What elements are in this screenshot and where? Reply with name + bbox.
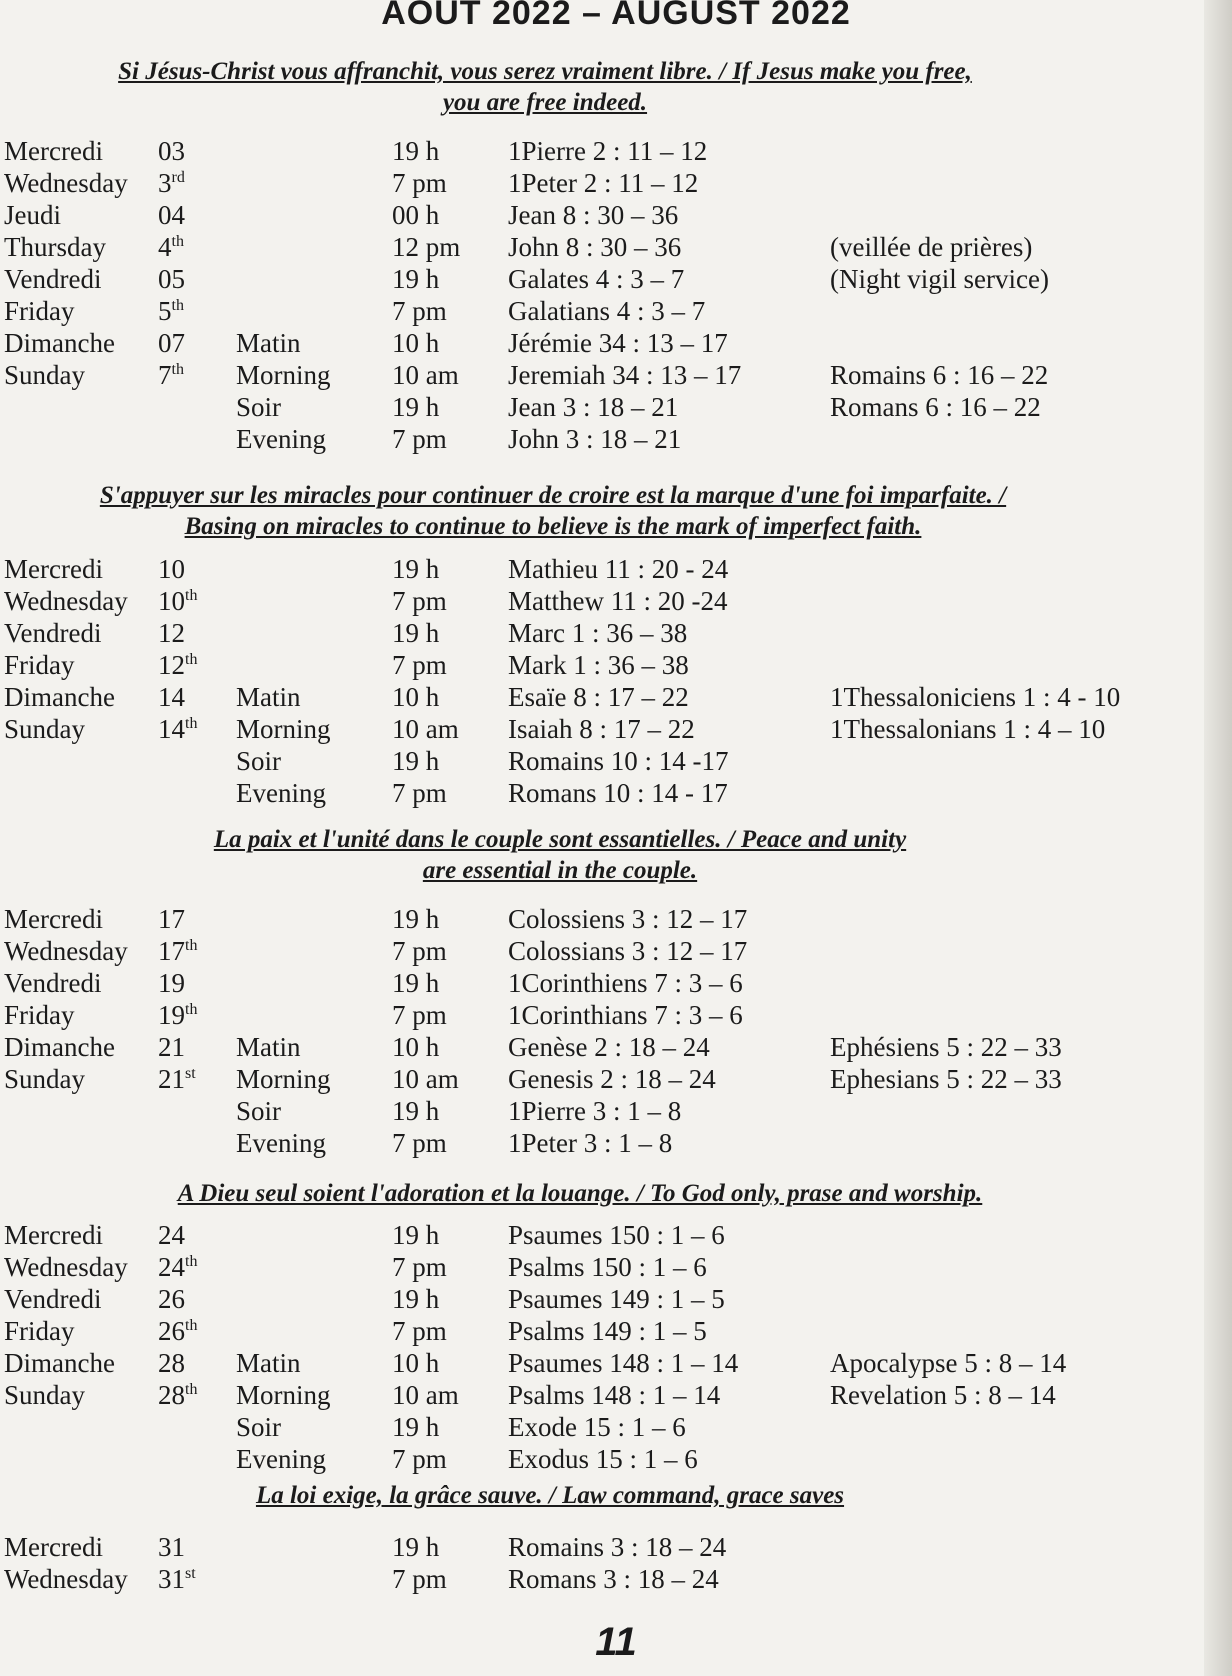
date-cell: 24th — [158, 1252, 198, 1282]
time-cell: 19 h — [392, 1284, 440, 1314]
schedule-row — [0, 1532, 1232, 1564]
date-cell: 10 — [158, 554, 185, 584]
scripture-cell: 1Peter 2 : 11 – 12 — [508, 168, 699, 198]
day-cell: Friday — [4, 296, 75, 326]
time-cell: 10 am — [392, 1380, 459, 1410]
extra-scripture-cell: (Night vigil service) — [830, 264, 1049, 294]
scripture-cell: 1Pierre 3 : 1 – 8 — [508, 1096, 682, 1126]
schedule-row — [0, 136, 1232, 168]
extra-scripture-cell: Revelation 5 : 8 – 14 — [830, 1380, 1056, 1410]
time-cell: 7 pm — [392, 1000, 447, 1030]
scripture-cell: Psalms 149 : 1 – 5 — [508, 1316, 707, 1346]
date-cell: 12th — [158, 650, 198, 680]
ordinal-suffix: rd — [171, 169, 185, 186]
date-cell: 28th — [158, 1380, 198, 1410]
time-cell: 10 h — [392, 682, 440, 712]
scripture-cell: Psalms 150 : 1 – 6 — [508, 1252, 707, 1282]
scripture-cell: Isaiah 8 : 17 – 22 — [508, 714, 695, 744]
scripture-cell: 1Corinthians 7 : 3 – 6 — [508, 1000, 743, 1030]
schedule-row — [0, 1064, 1232, 1096]
day-cell: Wednesday — [4, 168, 128, 198]
week-theme — [80, 824, 1040, 886]
scripture-cell: Romans 10 : 14 - 17 — [508, 778, 728, 808]
scripture-cell: Genesis 2 : 18 – 24 — [508, 1064, 716, 1094]
date-cell: 03 — [158, 136, 185, 166]
schedule-row — [0, 1444, 1232, 1476]
date-cell: 10th — [158, 586, 198, 616]
time-cell: 7 pm — [392, 778, 447, 808]
page-number: 11 — [595, 1620, 637, 1664]
schedule-row — [0, 328, 1232, 360]
day-cell: Mercredi — [4, 554, 103, 584]
time-cell: 19 h — [392, 1412, 440, 1442]
schedule-row — [0, 714, 1232, 746]
time-cell: 19 h — [392, 392, 440, 422]
date-cell: 14th — [158, 714, 198, 744]
scripture-cell: 1Corinthiens 7 : 3 – 6 — [508, 968, 743, 998]
ordinal-suffix: st — [185, 1565, 196, 1582]
scripture-cell: John 3 : 18 – 21 — [508, 424, 682, 454]
scripture-cell: Jérémie 34 : 13 – 17 — [508, 328, 728, 358]
day-cell: Vendredi — [4, 1284, 102, 1314]
schedule-row — [0, 554, 1232, 586]
date-cell: 21st — [158, 1064, 196, 1094]
time-cell: 19 h — [392, 904, 440, 934]
time-cell: 7 pm — [392, 1316, 447, 1346]
day-cell: Mercredi — [4, 904, 103, 934]
date-cell: 19th — [158, 1000, 198, 1030]
date-cell: 7th — [158, 360, 184, 390]
ordinal-suffix: th — [185, 1317, 198, 1334]
time-cell: 10 h — [392, 1032, 440, 1062]
schedule-row — [0, 1348, 1232, 1380]
ordinal-suffix: th — [171, 361, 184, 378]
date-cell: 21 — [158, 1032, 185, 1062]
date-cell: 28 — [158, 1348, 185, 1378]
schedule-row — [0, 200, 1232, 232]
day-cell: Friday — [4, 650, 75, 680]
scripture-cell: Psaumes 150 : 1 – 6 — [508, 1220, 725, 1250]
period-cell: Morning — [236, 1380, 331, 1410]
time-cell: 10 h — [392, 328, 440, 358]
schedule-row — [0, 968, 1232, 1000]
week-theme — [8, 480, 1098, 542]
schedule-row — [0, 296, 1232, 328]
schedule-row — [0, 1220, 1232, 1252]
scripture-cell: Jean 8 : 30 – 36 — [508, 200, 679, 230]
ordinal-suffix: th — [185, 715, 198, 732]
day-cell: Wednesday — [4, 936, 128, 966]
period-cell: Matin — [236, 1348, 301, 1378]
day-cell: Dimanche — [4, 682, 115, 712]
scripture-cell: Mark 1 : 36 – 38 — [508, 650, 689, 680]
day-cell: Wednesday — [4, 586, 128, 616]
time-cell: 7 pm — [392, 936, 447, 966]
schedule-row — [0, 1252, 1232, 1284]
schedule-row — [0, 1380, 1232, 1412]
schedule-row — [0, 1096, 1232, 1128]
day-cell: Dimanche — [4, 1348, 115, 1378]
time-cell: 7 pm — [392, 1444, 447, 1474]
schedule-row — [0, 936, 1232, 968]
period-cell: Evening — [236, 1128, 326, 1158]
schedule-row — [0, 392, 1232, 424]
time-cell: 12 pm — [392, 232, 461, 262]
period-cell: Soir — [236, 1096, 282, 1126]
extra-scripture-cell: (veillée de prières) — [830, 232, 1033, 262]
period-cell: Morning — [236, 714, 331, 744]
schedule-row — [0, 1316, 1232, 1348]
extra-scripture-cell: Ephesians 5 : 22 – 33 — [830, 1064, 1062, 1094]
date-cell: 26 — [158, 1284, 185, 1314]
schedule-row — [0, 1128, 1232, 1160]
time-cell: 7 pm — [392, 650, 447, 680]
theme-line: S'appuyer sur les miracles pour continuer de croire est la marque d'une foi imparfaite. / — [99, 482, 1007, 509]
time-cell: 7 pm — [392, 168, 447, 198]
scripture-cell: Exode 15 : 1 – 6 — [508, 1412, 686, 1442]
time-cell: 19 h — [392, 554, 440, 584]
scripture-cell: Colossiens 3 : 12 – 17 — [508, 904, 748, 934]
schedule-row — [0, 1032, 1232, 1064]
ordinal-suffix: th — [185, 1253, 198, 1270]
date-cell: 3rd — [158, 168, 185, 198]
date-cell: 31 — [158, 1532, 185, 1562]
date-cell: 19 — [158, 968, 185, 998]
week-theme — [40, 1178, 1120, 1209]
period-cell: Morning — [236, 1064, 331, 1094]
date-cell: 05 — [158, 264, 185, 294]
scripture-cell: Esaïe 8 : 17 – 22 — [508, 682, 689, 712]
scripture-cell: Jeremiah 34 : 13 – 17 — [508, 360, 742, 390]
scripture-cell: Jean 3 : 18 – 21 — [508, 392, 679, 422]
period-cell: Morning — [236, 360, 331, 390]
scripture-cell: Marc 1 : 36 – 38 — [508, 618, 688, 648]
day-cell: Wednesday — [4, 1564, 128, 1594]
time-cell: 19 h — [392, 136, 440, 166]
ordinal-suffix: th — [171, 297, 184, 314]
schedule-row — [0, 1412, 1232, 1444]
time-cell: 19 h — [392, 1532, 440, 1562]
schedule-row — [0, 264, 1232, 296]
ordinal-suffix: th — [185, 1381, 198, 1398]
period-cell: Evening — [236, 778, 326, 808]
period-cell: Matin — [236, 1032, 301, 1062]
day-cell: Mercredi — [4, 1532, 103, 1562]
theme-line: you are free indeed. — [442, 89, 648, 116]
extra-scripture-cell: Ephésiens 5 : 22 – 33 — [830, 1032, 1062, 1062]
schedule-row — [0, 682, 1232, 714]
theme-line: La loi exige, la grâce sauve. / Law command, grace saves — [255, 1482, 845, 1509]
ordinal-suffix: st — [185, 1065, 196, 1082]
scripture-cell: Galatians 4 : 3 – 7 — [508, 296, 706, 326]
scripture-cell: Psaumes 149 : 1 – 5 — [508, 1284, 725, 1314]
time-cell: 7 pm — [392, 586, 447, 616]
schedule-row — [0, 1000, 1232, 1032]
scripture-cell: 1Peter 3 : 1 – 8 — [508, 1128, 673, 1158]
time-cell: 19 h — [392, 746, 440, 776]
date-cell: 4th — [158, 232, 184, 262]
time-cell: 7 pm — [392, 296, 447, 326]
schedule-row — [0, 168, 1232, 200]
day-cell: Sunday — [4, 714, 85, 744]
schedule-row — [0, 1564, 1232, 1596]
day-cell: Sunday — [4, 360, 85, 390]
period-cell: Evening — [236, 1444, 326, 1474]
day-cell: Mercredi — [4, 1220, 103, 1250]
ordinal-suffix: th — [185, 1001, 198, 1018]
date-cell: 07 — [158, 328, 185, 358]
theme-line: Basing on miracles to continue to believe is the mark of imperfect faith. — [184, 513, 922, 540]
time-cell: 00 h — [392, 200, 440, 230]
scripture-cell: Colossians 3 : 12 – 17 — [508, 936, 748, 966]
scripture-cell: Romans 3 : 18 – 24 — [508, 1564, 719, 1594]
date-cell: 17 — [158, 904, 185, 934]
page-title: AOUT 2022 – AUGUST 2022 — [381, 0, 851, 32]
scripture-cell: 1Pierre 2 : 11 – 12 — [508, 136, 708, 166]
schedule-row — [0, 746, 1232, 778]
day-cell: Vendredi — [4, 264, 102, 294]
date-cell: 17th — [158, 936, 198, 966]
date-cell: 26th — [158, 1316, 198, 1346]
schedule-row — [0, 618, 1232, 650]
period-cell: Evening — [236, 424, 326, 454]
extra-scripture-cell: Romains 6 : 16 – 22 — [830, 360, 1049, 390]
ordinal-suffix: th — [185, 937, 198, 954]
schedule-row — [0, 1284, 1232, 1316]
period-cell: Soir — [236, 1412, 282, 1442]
scripture-cell: Matthew 11 : 20 -24 — [508, 586, 728, 616]
extra-scripture-cell: 1Thessaloniciens 1 : 4 - 10 — [830, 682, 1121, 712]
period-cell: Soir — [236, 392, 282, 422]
schedule-row — [0, 586, 1232, 618]
period-cell: Soir — [236, 746, 282, 776]
time-cell: 7 pm — [392, 1564, 447, 1594]
day-cell: Jeudi — [4, 200, 61, 230]
scripture-cell: Romains 10 : 14 -17 — [508, 746, 729, 776]
time-cell: 10 am — [392, 1064, 459, 1094]
time-cell: 19 h — [392, 968, 440, 998]
extra-scripture-cell: 1Thessalonians 1 : 4 – 10 — [830, 714, 1106, 744]
day-cell: Sunday — [4, 1064, 85, 1094]
scripture-cell: John 8 : 30 – 36 — [508, 232, 682, 262]
day-cell: Wednesday — [4, 1252, 128, 1282]
day-cell: Dimanche — [4, 1032, 115, 1062]
ordinal-suffix: th — [185, 587, 198, 604]
day-cell: Dimanche — [4, 328, 115, 358]
scripture-cell: Romains 3 : 18 – 24 — [508, 1532, 727, 1562]
time-cell: 7 pm — [392, 1128, 447, 1158]
scripture-cell: Psalms 148 : 1 – 14 — [508, 1380, 721, 1410]
day-cell: Mercredi — [4, 136, 103, 166]
period-cell: Matin — [236, 328, 301, 358]
period-cell: Matin — [236, 682, 301, 712]
date-cell: 14 — [158, 682, 185, 712]
theme-line: A Dieu seul soient l'adoration et la louange. / To God only, prase and worship. — [177, 1180, 983, 1207]
theme-line: are essential in the couple. — [422, 857, 698, 884]
time-cell: 19 h — [392, 1096, 440, 1126]
ordinal-suffix: th — [171, 233, 184, 250]
schedule-row — [0, 232, 1232, 264]
day-cell: Friday — [4, 1316, 75, 1346]
time-cell: 19 h — [392, 1220, 440, 1250]
week-theme — [30, 56, 1060, 118]
time-cell: 10 am — [392, 714, 459, 744]
day-cell: Thursday — [4, 232, 106, 262]
time-cell: 7 pm — [392, 1252, 447, 1282]
time-cell: 10 h — [392, 1348, 440, 1378]
scripture-cell: Exodus 15 : 1 – 6 — [508, 1444, 698, 1474]
schedule-row — [0, 650, 1232, 682]
schedule-row — [0, 778, 1232, 810]
schedule-row — [0, 904, 1232, 936]
time-cell: 19 h — [392, 618, 440, 648]
theme-line: Si Jésus-Christ vous affranchit, vous serez vraiment libre. / If Jesus make you free, — [118, 58, 972, 85]
scripture-cell: Genèse 2 : 18 – 24 — [508, 1032, 710, 1062]
date-cell: 5th — [158, 296, 184, 326]
day-cell: Vendredi — [4, 618, 102, 648]
week-theme — [150, 1480, 950, 1511]
date-cell: 31st — [158, 1564, 196, 1594]
schedule-row — [0, 360, 1232, 392]
time-cell: 7 pm — [392, 424, 447, 454]
day-cell: Vendredi — [4, 968, 102, 998]
scripture-cell: Mathieu 11 : 20 - 24 — [508, 554, 729, 584]
scripture-cell: Psaumes 148 : 1 – 14 — [508, 1348, 739, 1378]
ordinal-suffix: th — [185, 651, 198, 668]
extra-scripture-cell: Apocalypse 5 : 8 – 14 — [830, 1348, 1067, 1378]
time-cell: 10 am — [392, 360, 459, 390]
schedule-row — [0, 424, 1232, 456]
theme-line: La paix et l'unité dans le couple sont essantielles. / Peace and unity — [213, 826, 907, 853]
day-cell: Friday — [4, 1000, 75, 1030]
date-cell: 12 — [158, 618, 185, 648]
date-cell: 04 — [158, 200, 185, 230]
day-cell: Sunday — [4, 1380, 85, 1410]
date-cell: 24 — [158, 1220, 185, 1250]
extra-scripture-cell: Romans 6 : 16 – 22 — [830, 392, 1041, 422]
scripture-cell: Galates 4 : 3 – 7 — [508, 264, 685, 294]
time-cell: 19 h — [392, 264, 440, 294]
